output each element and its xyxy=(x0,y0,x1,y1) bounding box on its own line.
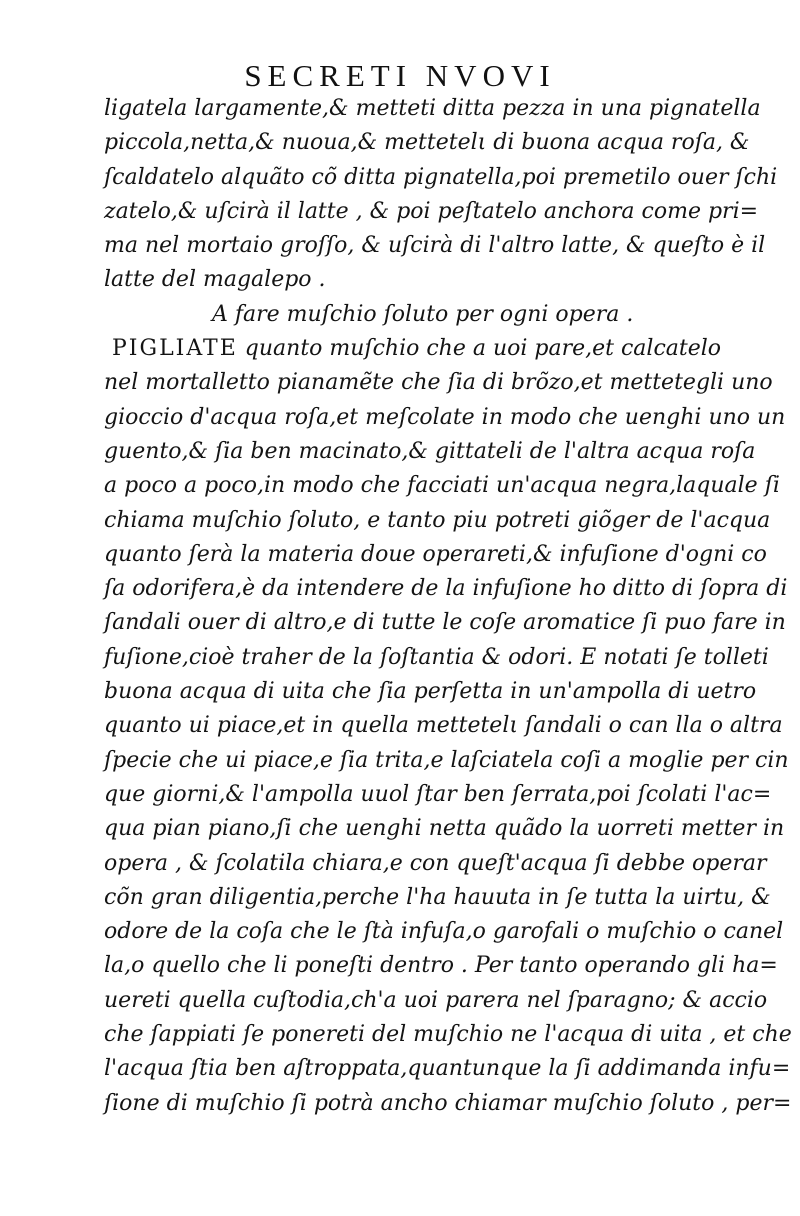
text-line: che ſappiati ſe ponereti del muſchio ne l'acqua di uita , et che xyxy=(104,1022,792,1048)
text-line: opera , & ſcolatila chiara,e con queſt'acqua ſi debbe operar xyxy=(104,850,767,876)
text-line: ſandali ouer di altro,e di tutte le coſe aromatice ſi puo fare in xyxy=(104,610,786,636)
text-line: zatelo,& uſcirà il latte , & poi peſtatelo anchora come pri= xyxy=(104,198,759,224)
text-line: ſcaldatelo alquãto cõ ditta pignatella,poi premetilo ouer ſchi xyxy=(104,164,778,190)
text-line: gioccio d'acqua roſa,et meſcolate in modo che uenghi uno un xyxy=(104,404,786,430)
text-line: guento,& ſia ben macinato,& gittateli de l'altra acqua roſa xyxy=(104,438,756,464)
section-heading: A fare muſchio ſoluto per ogni opera . xyxy=(212,301,634,327)
text-line: l'acqua ſtia ben aſtroppata,quantunque la ſi addimanda infu= xyxy=(104,1056,791,1082)
paragraph-first-line xyxy=(104,332,722,366)
text-line: ſione di muſchio ſi potrà ancho chiamar muſchio ſoluto , per= xyxy=(104,1090,792,1116)
text-line: ligatela largamente,& metteti ditta pezza in una pignatella xyxy=(104,96,761,121)
text-line: piccola,netta,& nuoua,& mettetelι di buona acqua roſa, & xyxy=(104,130,750,156)
text-line: buona acqua di uita che ſia perſetta in un'ampolla di uetro xyxy=(104,679,757,705)
text-line: cõn gran diligentia,perche l'ha hauuta in ſe tutta la uirtu, & xyxy=(104,884,771,910)
body-text xyxy=(104,92,792,1121)
text-line: quanto ui piace,et in quella mettetelι ſandali o can lla o altra xyxy=(104,713,783,739)
text-line: uereti quella cuſtodia,ch'a uoi parera nel ſparagno; & accio xyxy=(104,987,768,1013)
text-line: nel mortalletto pianamẽte che ſia di brõzo,et mettetegli uno xyxy=(104,370,773,396)
text-line: que giorni,& l'ampolla uuol ſtar ben ſerrata,poi ſcolati l'ac= xyxy=(104,781,772,807)
text-line: latte del magalepo . xyxy=(104,267,326,293)
text-line: quanto muſchio che a uoi pare,et calcatelo xyxy=(244,336,722,362)
paragraph-initial-word: PIGLIATE xyxy=(112,336,238,362)
text-line: quanto ſerà la materia doue operareti,& infuſione d'ogni co xyxy=(104,541,767,567)
text-line: ma nel mortaio groſſo, & uſcirà di l'altro latte, & queſto è il xyxy=(104,233,766,259)
text-line: fuſione,cioè traher de la ſoſtantia & odori. E notati ſe tolleti xyxy=(104,644,769,670)
text-line: la,o quello che li poneſti dentro . Per tanto operando gli ha= xyxy=(104,953,778,979)
text-line: a poco a poco,in modo che facciati un'acqua negra,laquale ſi xyxy=(104,473,780,499)
text-line: chiama muſchio ſoluto, e tanto piu potreti giõger de l'acqua xyxy=(104,507,771,533)
text-line: qua pian piano,ſi che uenghi netta quãdo la uorreti metter in xyxy=(104,816,785,842)
text-line: ſa odorifera,è da intendere de la infuſione ho ditto di ſopra di xyxy=(104,576,788,602)
running-head: SECRETI NVOVI xyxy=(244,58,556,93)
text-line: ſpecie che ui piace,e ſia trita,e laſciatela coſi a moglie per cin xyxy=(104,747,789,773)
text-line: odore de la coſa che le ſtà infuſa,o garofali o muſchio o canel xyxy=(104,919,784,945)
